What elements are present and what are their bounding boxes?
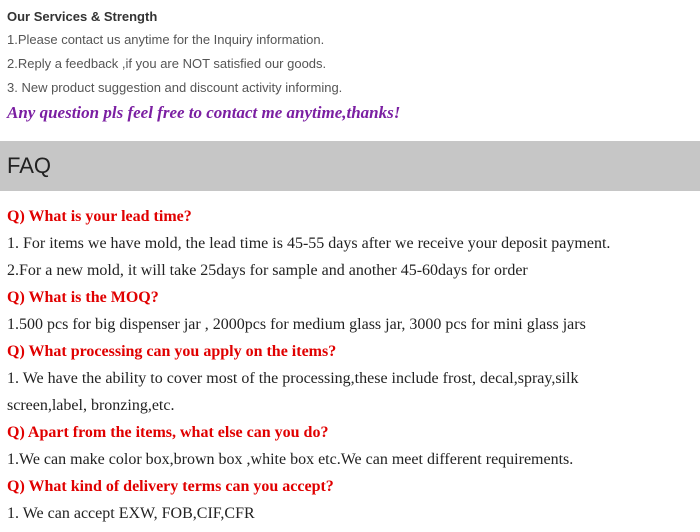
service-item: 3. New product suggestion and discount activity informing. [7,80,343,95]
services-heading: Our Services & Strength [7,9,158,24]
service-item: 1.Please contact us anytime for the Inquiry information. [7,32,325,47]
faq-header-bar [0,141,700,191]
faq-answer: 1. We can accept EXW, FOB,CIF,CFR [7,505,255,522]
faq-answer: 1. We have the ability to cover most of the processing,these include frost, decal,spray,silk [7,370,579,387]
faq-answer: 1. For items we have mold, the lead time is 45-55 days after we receive your deposit payment. [7,235,611,252]
faq-answer: 1.We can make color box,brown box ,white box etc.We can meet different requirements. [7,451,574,468]
faq-question: Q) Apart from the items, what else can you do? [7,424,329,441]
faq-answer: screen,label, bronzing,etc. [7,397,175,414]
faq-question: Q) What kind of delivery terms can you accept? [7,478,334,495]
faq-answer: 2.For a new mold, it will take 25days for sample and another 45-60days for order [7,262,528,279]
faq-question: Q) What is the MOQ? [7,289,159,306]
faq-answer: 1.500 pcs for big dispenser jar , 2000pcs for medium glass jar, 3000 pcs for mini glass jars [7,316,586,333]
closing-note: Any question pls feel free to contact me anytime,thanks! [7,103,401,122]
service-item: 2.Reply a feedback ,if you are NOT satisfied our goods. [7,56,327,71]
faq-question: Q) What processing can you apply on the items? [7,343,337,360]
faq-title: FAQ [7,153,52,178]
faq-question: Q) What is your lead time? [7,208,192,225]
